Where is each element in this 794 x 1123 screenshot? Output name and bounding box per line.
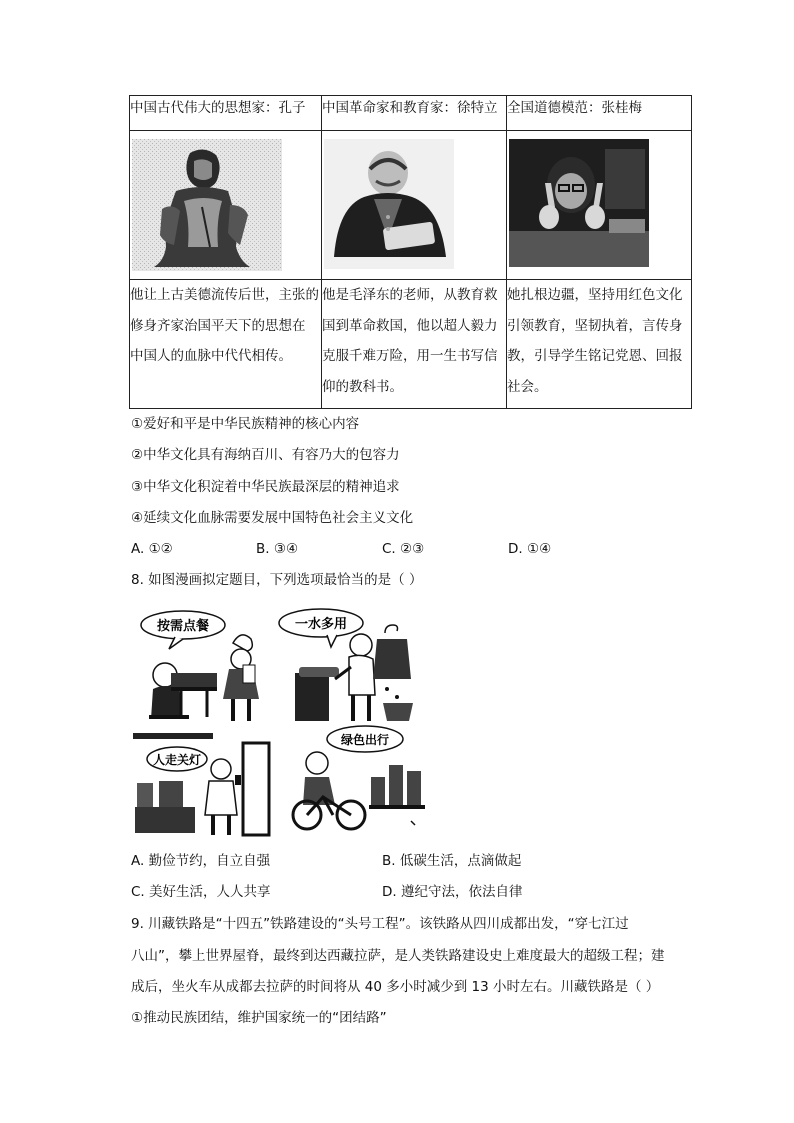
q9-line-2: 八山”，攀上世界屋脊，最终到达西藏拉萨，是人类铁路建设史上难度最大的超级工程；建 — [131, 948, 665, 964]
description-line: 社会。 — [507, 378, 548, 395]
q8-stem: 8. 如图漫画拟定题目，下列选项最恰当的是（ ） — [131, 572, 423, 588]
q7-option-a[interactable]: A. ①② — [131, 541, 173, 557]
description-line: 中国人的血脉中代代相传。 — [130, 348, 292, 364]
q7-option-c[interactable]: C. ②③ — [382, 541, 425, 557]
header-zhang-guimei: 全国道德模范：张桂梅 — [507, 96, 692, 131]
q9-line-1: 9. 川藏铁路是“十四五”铁路建设的“头号工程”。该铁路从四川成都出发，“穿七江过 — [131, 916, 629, 932]
bubble-reuse-water: 一水多用 — [294, 617, 348, 632]
zhang-guimei-photo-image — [509, 139, 649, 267]
description-line: 克服千难万险，用一生书写信 — [322, 348, 498, 364]
description-line: 修身齐家治国平天下的思想在 — [130, 317, 306, 334]
description-line: 引领教育，坚韧执着，言传身 — [507, 317, 683, 334]
q9-line-3: 成后，坐火车从成都去拉萨的时间将从 40 多小时减少到 13 小时左右。川藏铁路是（ ） — [131, 979, 660, 995]
q8-option-d[interactable]: D. 遵纪守法，依法自律 — [382, 884, 523, 900]
description-line: 教，引导学生铭记党恩、回报 — [507, 348, 683, 364]
table-header-row — [130, 96, 692, 131]
description-line: 他让上古美德流传后世，主张的 — [130, 287, 319, 303]
q9-statement-1: ①推动民族团结，维护国家统一的“团结路” — [131, 1010, 387, 1026]
cartoon-panel-green-travel — [293, 726, 425, 829]
q7-statement-1: ①爱好和平是中华民族精神的核心内容 — [131, 416, 360, 432]
description-zhang-guimei — [507, 280, 692, 409]
q7-statement-4: ④延续文化血脉需要发展中国特色社会主义文化 — [131, 510, 414, 526]
q7-option-d[interactable]: D. ①④ — [508, 541, 552, 557]
confucius-portrait-image — [132, 139, 282, 271]
description-line: 仰的教科书。 — [322, 378, 403, 395]
photo-cell-xu-teli — [322, 131, 507, 280]
q8-option-b[interactable]: B. 低碳生活，点滴做起 — [382, 853, 522, 869]
q7-statement-3: ③中华文化积淀着中华民族最深层的精神追求 — [131, 479, 400, 495]
photo-cell-zhang-guimei — [507, 131, 692, 280]
table-photo-row — [130, 131, 692, 280]
q8-option-c[interactable]: C. 美好生活，人人共享 — [131, 884, 271, 900]
table-description-row — [130, 280, 692, 409]
bubble-green-travel: 绿色出行 — [340, 733, 390, 747]
header-xu-teli: 中国革命家和教育家：徐特立 — [322, 96, 507, 131]
description-line: 他是毛泽东的老师，从教育救 — [322, 287, 498, 303]
cartoon-panel-order-food — [141, 611, 259, 721]
q7-option-b[interactable]: B. ③④ — [256, 541, 299, 557]
xu-teli-photo-image — [324, 139, 454, 269]
q8-option-a[interactable]: A. 勤俭节约，自立自强 — [131, 853, 271, 869]
cartoon-panel-reuse-water — [279, 609, 413, 721]
description-xu-teli — [322, 280, 507, 409]
bubble-order-food: 按需点餐 — [156, 619, 210, 634]
photo-cell-confucius — [130, 131, 322, 280]
header-confucius: 中国古代伟大的思想家：孔子 — [130, 96, 322, 131]
q7-statement-2: ②中华文化具有海纳百川、有容乃大的包容力 — [131, 447, 400, 463]
description-confucius — [130, 280, 322, 409]
people-table — [129, 95, 692, 409]
q8-cartoon-image — [131, 603, 531, 838]
description-line: 国到革命救国，他以超人毅力 — [322, 317, 498, 334]
cartoon-panel-lights-off — [133, 733, 269, 835]
bubble-lights-off: 人走关灯 — [152, 753, 202, 767]
description-line: 她扎根边疆，坚持用红色文化 — [507, 287, 683, 303]
